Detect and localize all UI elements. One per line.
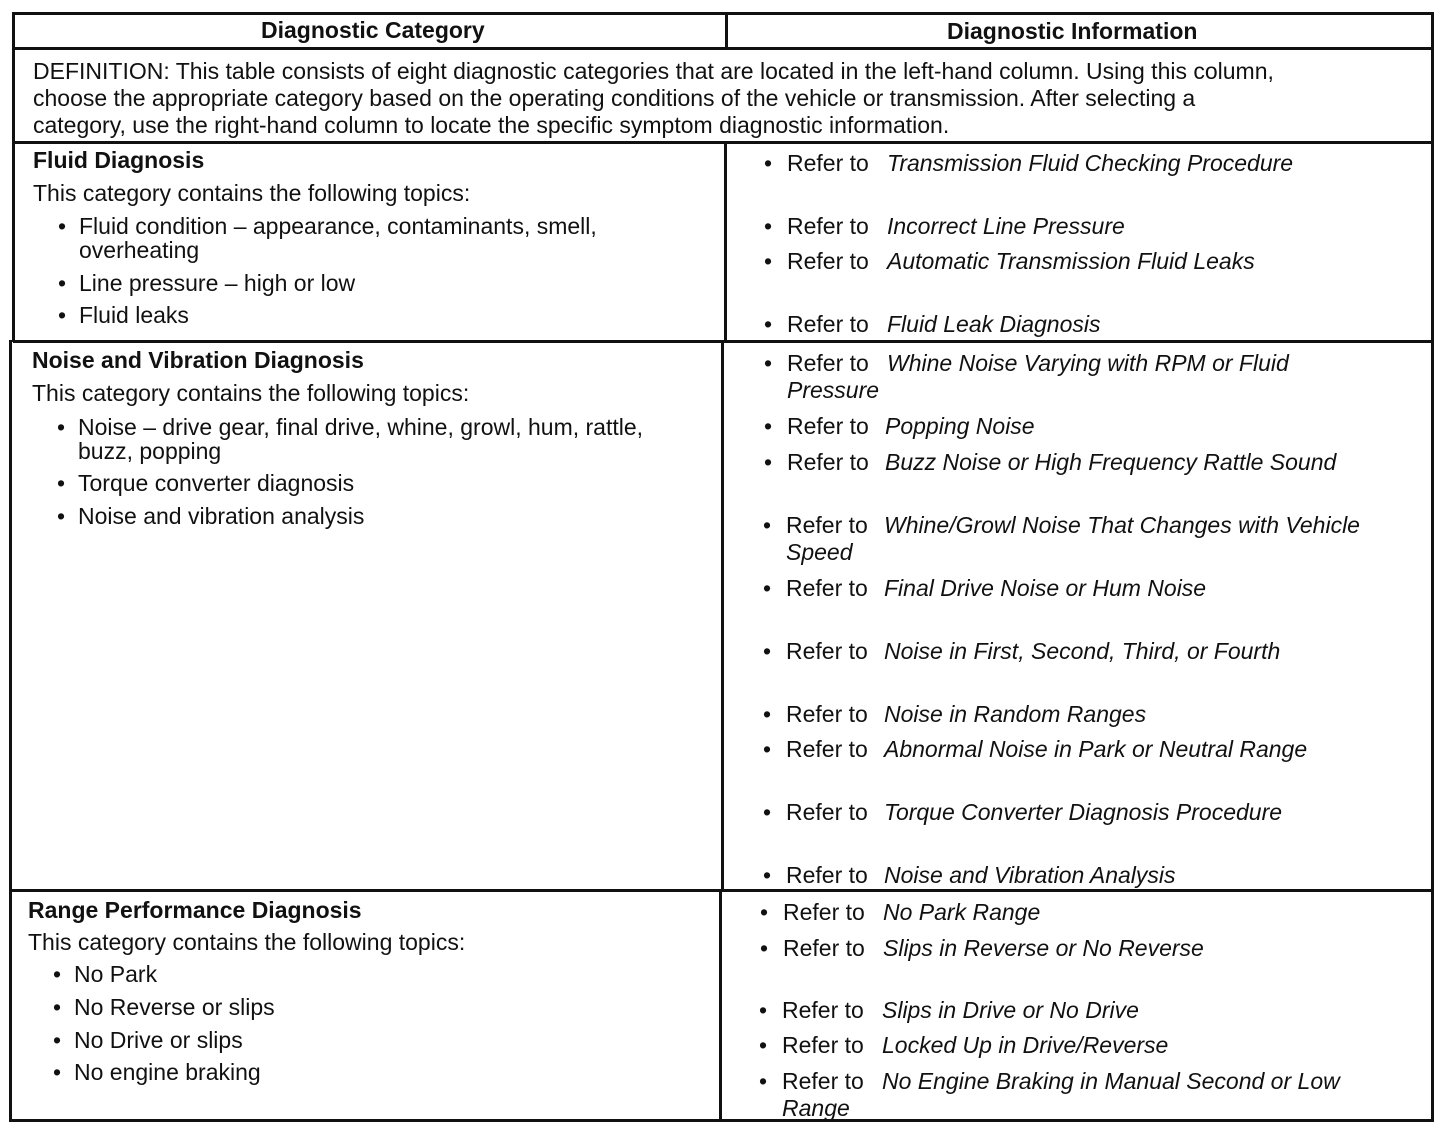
refer-prefix: Refer to: [783, 899, 865, 925]
bullet: •: [58, 270, 67, 296]
reference-link[interactable]: No Engine Braking in Manual Second or Low: [882, 1068, 1340, 1094]
reference-link[interactable]: Popping Noise: [885, 413, 1035, 439]
bullet: •: [58, 213, 67, 239]
header-column-divider: [725, 12, 728, 49]
topic-line: Torque converter diagnosis: [78, 470, 355, 496]
refer-prefix: Refer to: [786, 862, 868, 888]
bullet: •: [58, 302, 67, 328]
reference-link[interactable]: Transmission Fluid Checking Procedure: [887, 150, 1294, 176]
bullet: •: [764, 248, 773, 274]
refer-prefix: Refer to: [786, 512, 868, 538]
refer-prefix: Refer to: [786, 736, 868, 762]
fluid-diagnosis-title: Fluid Diagnosis: [33, 147, 205, 173]
refer-prefix: Refer to: [782, 1032, 864, 1058]
bullet: •: [759, 997, 768, 1023]
column-divider-range: [719, 889, 722, 1122]
bullet: •: [763, 701, 772, 727]
bullet: •: [57, 470, 66, 496]
bullet: •: [763, 512, 772, 538]
topic-line: Noise – drive gear, final drive, whine, growl, hum, rattle,: [78, 414, 644, 440]
bullet: •: [57, 414, 66, 440]
bullet: •: [53, 1027, 62, 1053]
refer-prefix: Refer to: [786, 575, 868, 601]
reference-link-continued[interactable]: Range: [782, 1095, 850, 1121]
reference-link[interactable]: Slips in Reverse or No Reverse: [883, 935, 1204, 961]
refer-prefix: Refer to: [786, 638, 868, 664]
topic-line: Noise and vibration analysis: [78, 503, 365, 529]
refer-prefix: Refer to: [783, 935, 865, 961]
refer-prefix: Refer to: [787, 248, 869, 274]
bullet: •: [53, 1059, 62, 1085]
bullet: •: [764, 150, 773, 176]
column-divider-noise: [721, 340, 724, 891]
column-divider-fluid: [724, 141, 727, 342]
definition-line: category, use the right-hand column to locate the specific symptom diagnostic information.: [33, 112, 950, 138]
reference-link[interactable]: Whine Noise Varying with RPM or Fluid: [887, 350, 1289, 376]
topic-line: No engine braking: [74, 1059, 261, 1085]
table-border-left-lower: [9, 340, 12, 1122]
reference-link[interactable]: Torque Converter Diagnosis Procedure: [884, 799, 1283, 825]
reference-link[interactable]: Whine/Growl Noise That Changes with Vehicle: [884, 512, 1360, 538]
bullet: •: [57, 503, 66, 529]
refer-prefix: Refer to: [782, 997, 864, 1023]
bullet: •: [763, 862, 772, 888]
header-diagnostic-category: Diagnostic Category: [261, 17, 485, 43]
topic-line: No Reverse or slips: [74, 994, 275, 1020]
reference-link[interactable]: Incorrect Line Pressure: [887, 213, 1125, 239]
bullet: •: [764, 350, 773, 376]
topic-line: Fluid leaks: [79, 302, 189, 328]
bullet: •: [760, 899, 769, 925]
refer-prefix: Refer to: [786, 799, 868, 825]
refer-prefix: Refer to: [786, 701, 868, 727]
reference-link[interactable]: Abnormal Noise in Park or Neutral Range: [884, 736, 1308, 762]
reference-link[interactable]: Noise in First, Second, Third, or Fourth: [884, 638, 1281, 664]
topic-line: buzz, popping: [78, 438, 222, 464]
noise-intro: This category contains the following topics:: [32, 380, 470, 406]
bullet: •: [759, 1032, 768, 1058]
bullet: •: [763, 638, 772, 664]
reference-link[interactable]: Slips in Drive or No Drive: [882, 997, 1139, 1023]
refer-prefix: Refer to: [787, 350, 869, 376]
refer-prefix: Refer to: [782, 1068, 864, 1094]
definition-line: choose the appropriate category based on the operating conditions of the vehicle or transmission. After selecting a: [33, 85, 1196, 111]
definition-line: DEFINITION: This table consists of eight diagnostic categories that are located in the left-hand column. Using this column,: [33, 58, 1274, 84]
range-intro: This category contains the following topics:: [28, 929, 466, 955]
reference-link[interactable]: Noise in Random Ranges: [884, 701, 1147, 727]
reference-link[interactable]: Buzz Noise or High Frequency Rattle Sound: [885, 449, 1337, 475]
bullet: •: [763, 799, 772, 825]
reference-link-continued[interactable]: Pressure: [787, 377, 880, 403]
reference-link[interactable]: Noise and Vibration Analysis: [884, 862, 1176, 888]
bullet: •: [53, 994, 62, 1020]
reference-link[interactable]: Automatic Transmission Fluid Leaks: [887, 248, 1255, 274]
bullet: •: [764, 413, 773, 439]
noise-diagnosis-title: Noise and Vibration Diagnosis: [32, 347, 364, 373]
bullet: •: [759, 1068, 768, 1094]
bullet: •: [763, 575, 772, 601]
bullet: •: [763, 736, 772, 762]
table-border-left: [12, 12, 15, 342]
bullet: •: [53, 961, 62, 987]
bullet: •: [764, 311, 773, 337]
refer-prefix: Refer to: [787, 449, 869, 475]
topic-line: Line pressure – high or low: [79, 270, 356, 296]
bullet: •: [760, 935, 769, 961]
refer-prefix: Refer to: [787, 213, 869, 239]
reference-link[interactable]: Locked Up in Drive/Reverse: [882, 1032, 1169, 1058]
refer-prefix: Refer to: [787, 311, 869, 337]
refer-prefix: Refer to: [787, 413, 869, 439]
refer-prefix: Refer to: [787, 150, 869, 176]
range-diagnosis-title: Range Performance Diagnosis: [28, 897, 362, 923]
topic-line: No Drive or slips: [74, 1027, 243, 1053]
reference-link[interactable]: No Park Range: [883, 899, 1041, 925]
bullet: •: [764, 449, 773, 475]
table-border-right: [1431, 12, 1434, 1122]
fluid-intro: This category contains the following topics:: [33, 180, 471, 206]
topic-line: overheating: [79, 237, 200, 263]
reference-link[interactable]: Fluid Leak Diagnosis: [887, 311, 1101, 337]
reference-link[interactable]: Final Drive Noise or Hum Noise: [884, 575, 1207, 601]
topic-line: Fluid condition – appearance, contaminants, smell,: [79, 213, 597, 239]
header-diagnostic-information: Diagnostic Information: [947, 18, 1198, 44]
bullet: •: [764, 213, 773, 239]
topic-line: No Park: [74, 961, 158, 987]
reference-link-continued[interactable]: Speed: [786, 539, 853, 565]
